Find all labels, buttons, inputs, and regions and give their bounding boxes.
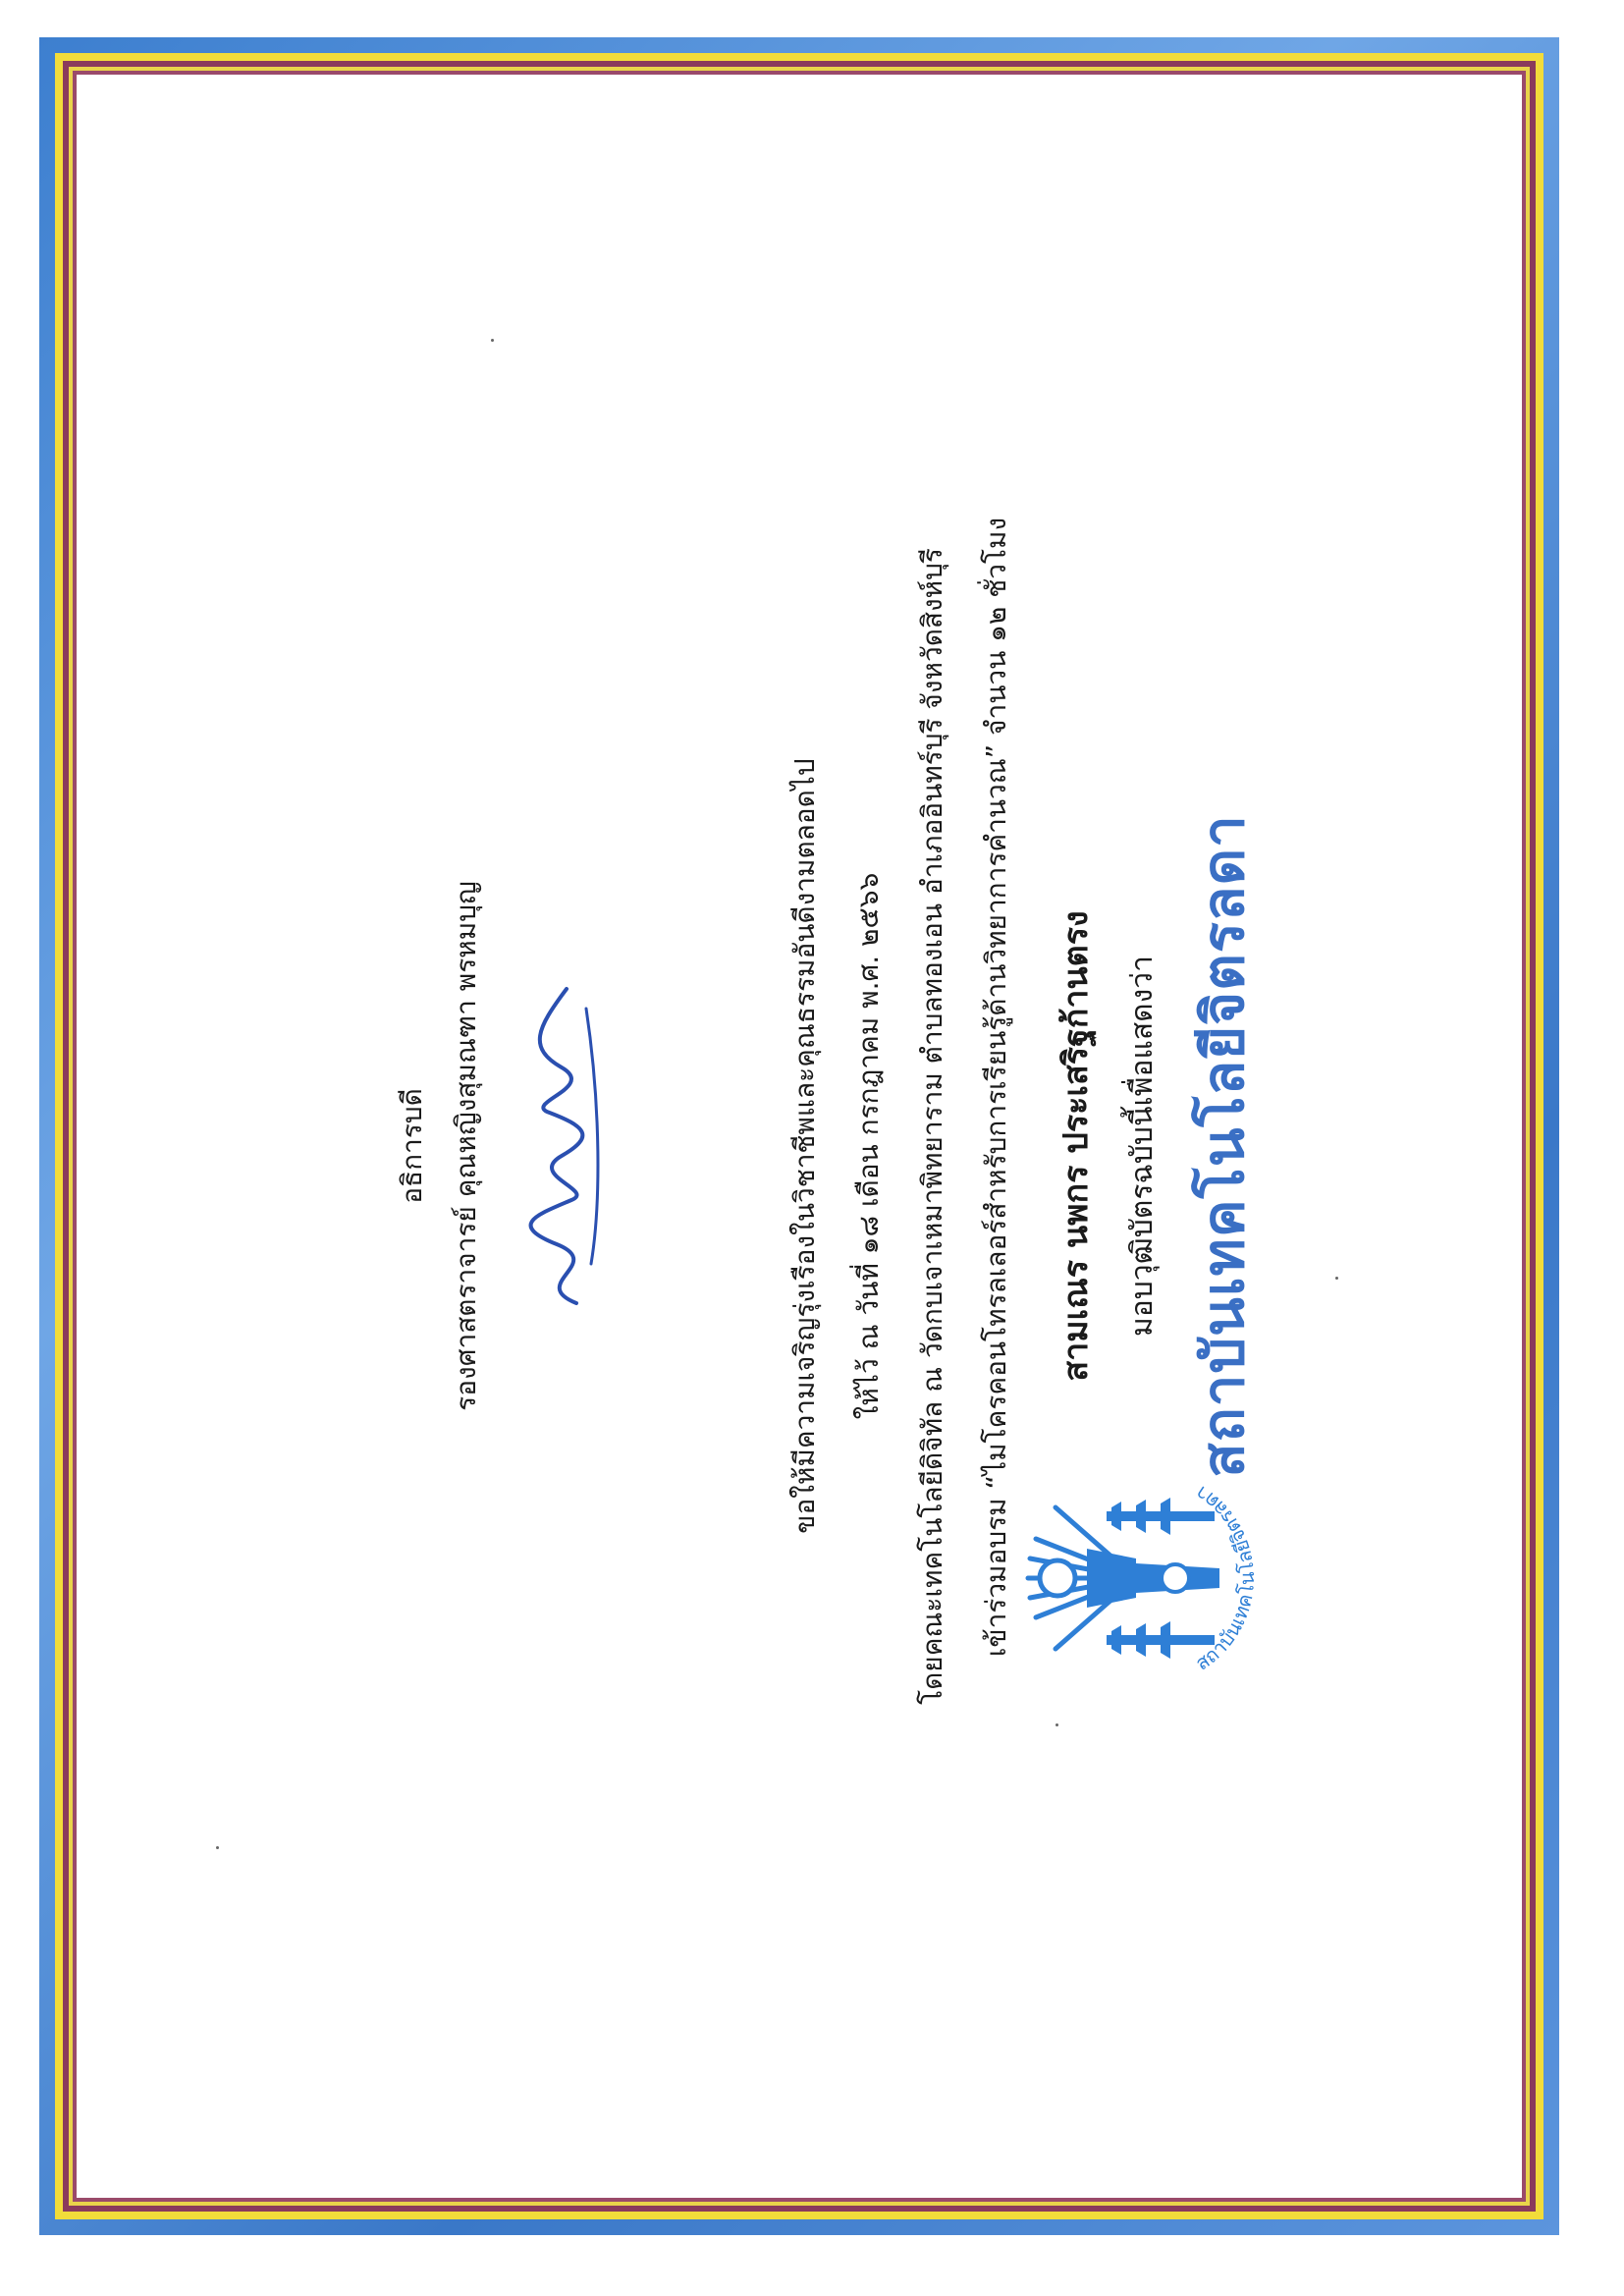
- body-line-venue: โดยคณะเทคโนโลยีดิจิทัล ณ วัดกบเจาเหมาพิทยาราม ตำบลทองเอน อำเภออินทร์บุรี จังหวัดสิงห์บุรี: [916, 548, 948, 1705]
- certificate-subtitle: มอบวุฒิบัตรฉบับนี้เพื่อแสดงว่า: [1125, 956, 1160, 1337]
- institute-title: สถาบันเทคโนโลยีจิตรลดา: [1190, 814, 1257, 1478]
- handwritten-signature: [508, 969, 616, 1323]
- recipient-name: สามเณร นพกร ประเสริฐก้านตรง: [1056, 910, 1096, 1382]
- scan-speck: [216, 1846, 219, 1849]
- signatory-title: อธิการบดี: [396, 1088, 428, 1204]
- certificate-content: [85, 517, 1539, 1735]
- svg-text:สถาบันเทคโนโลยีจิตรลดา: สถาบันเทคโนโลยีจิตรลดา: [1190, 1481, 1259, 1675]
- scan-speck: [491, 339, 494, 342]
- signatory-name: รองศาสตราจารย์ คุณหญิงสุมณฑา พรหมบุญ: [450, 881, 482, 1411]
- body-line-date: ให้ไว้ ณ วันที่ ๑๘ เดือน กรกฎาคม พ.ศ. ๒๕๖๖: [852, 872, 885, 1420]
- body-line-blessing: ขอให้มีความเจริญรุ่งเรืองในวิชาชีพและคุณธรรมอันดีงามตลอดไป: [788, 758, 821, 1534]
- body-line-course: เข้าร่วมอบรม “ไมโครคอนโทรลเลอร์สำหรับการเรียนรู้ด้านวิทยาการคำนวณ” จำนวน ๑๒ ชั่วโมง: [980, 517, 1012, 1658]
